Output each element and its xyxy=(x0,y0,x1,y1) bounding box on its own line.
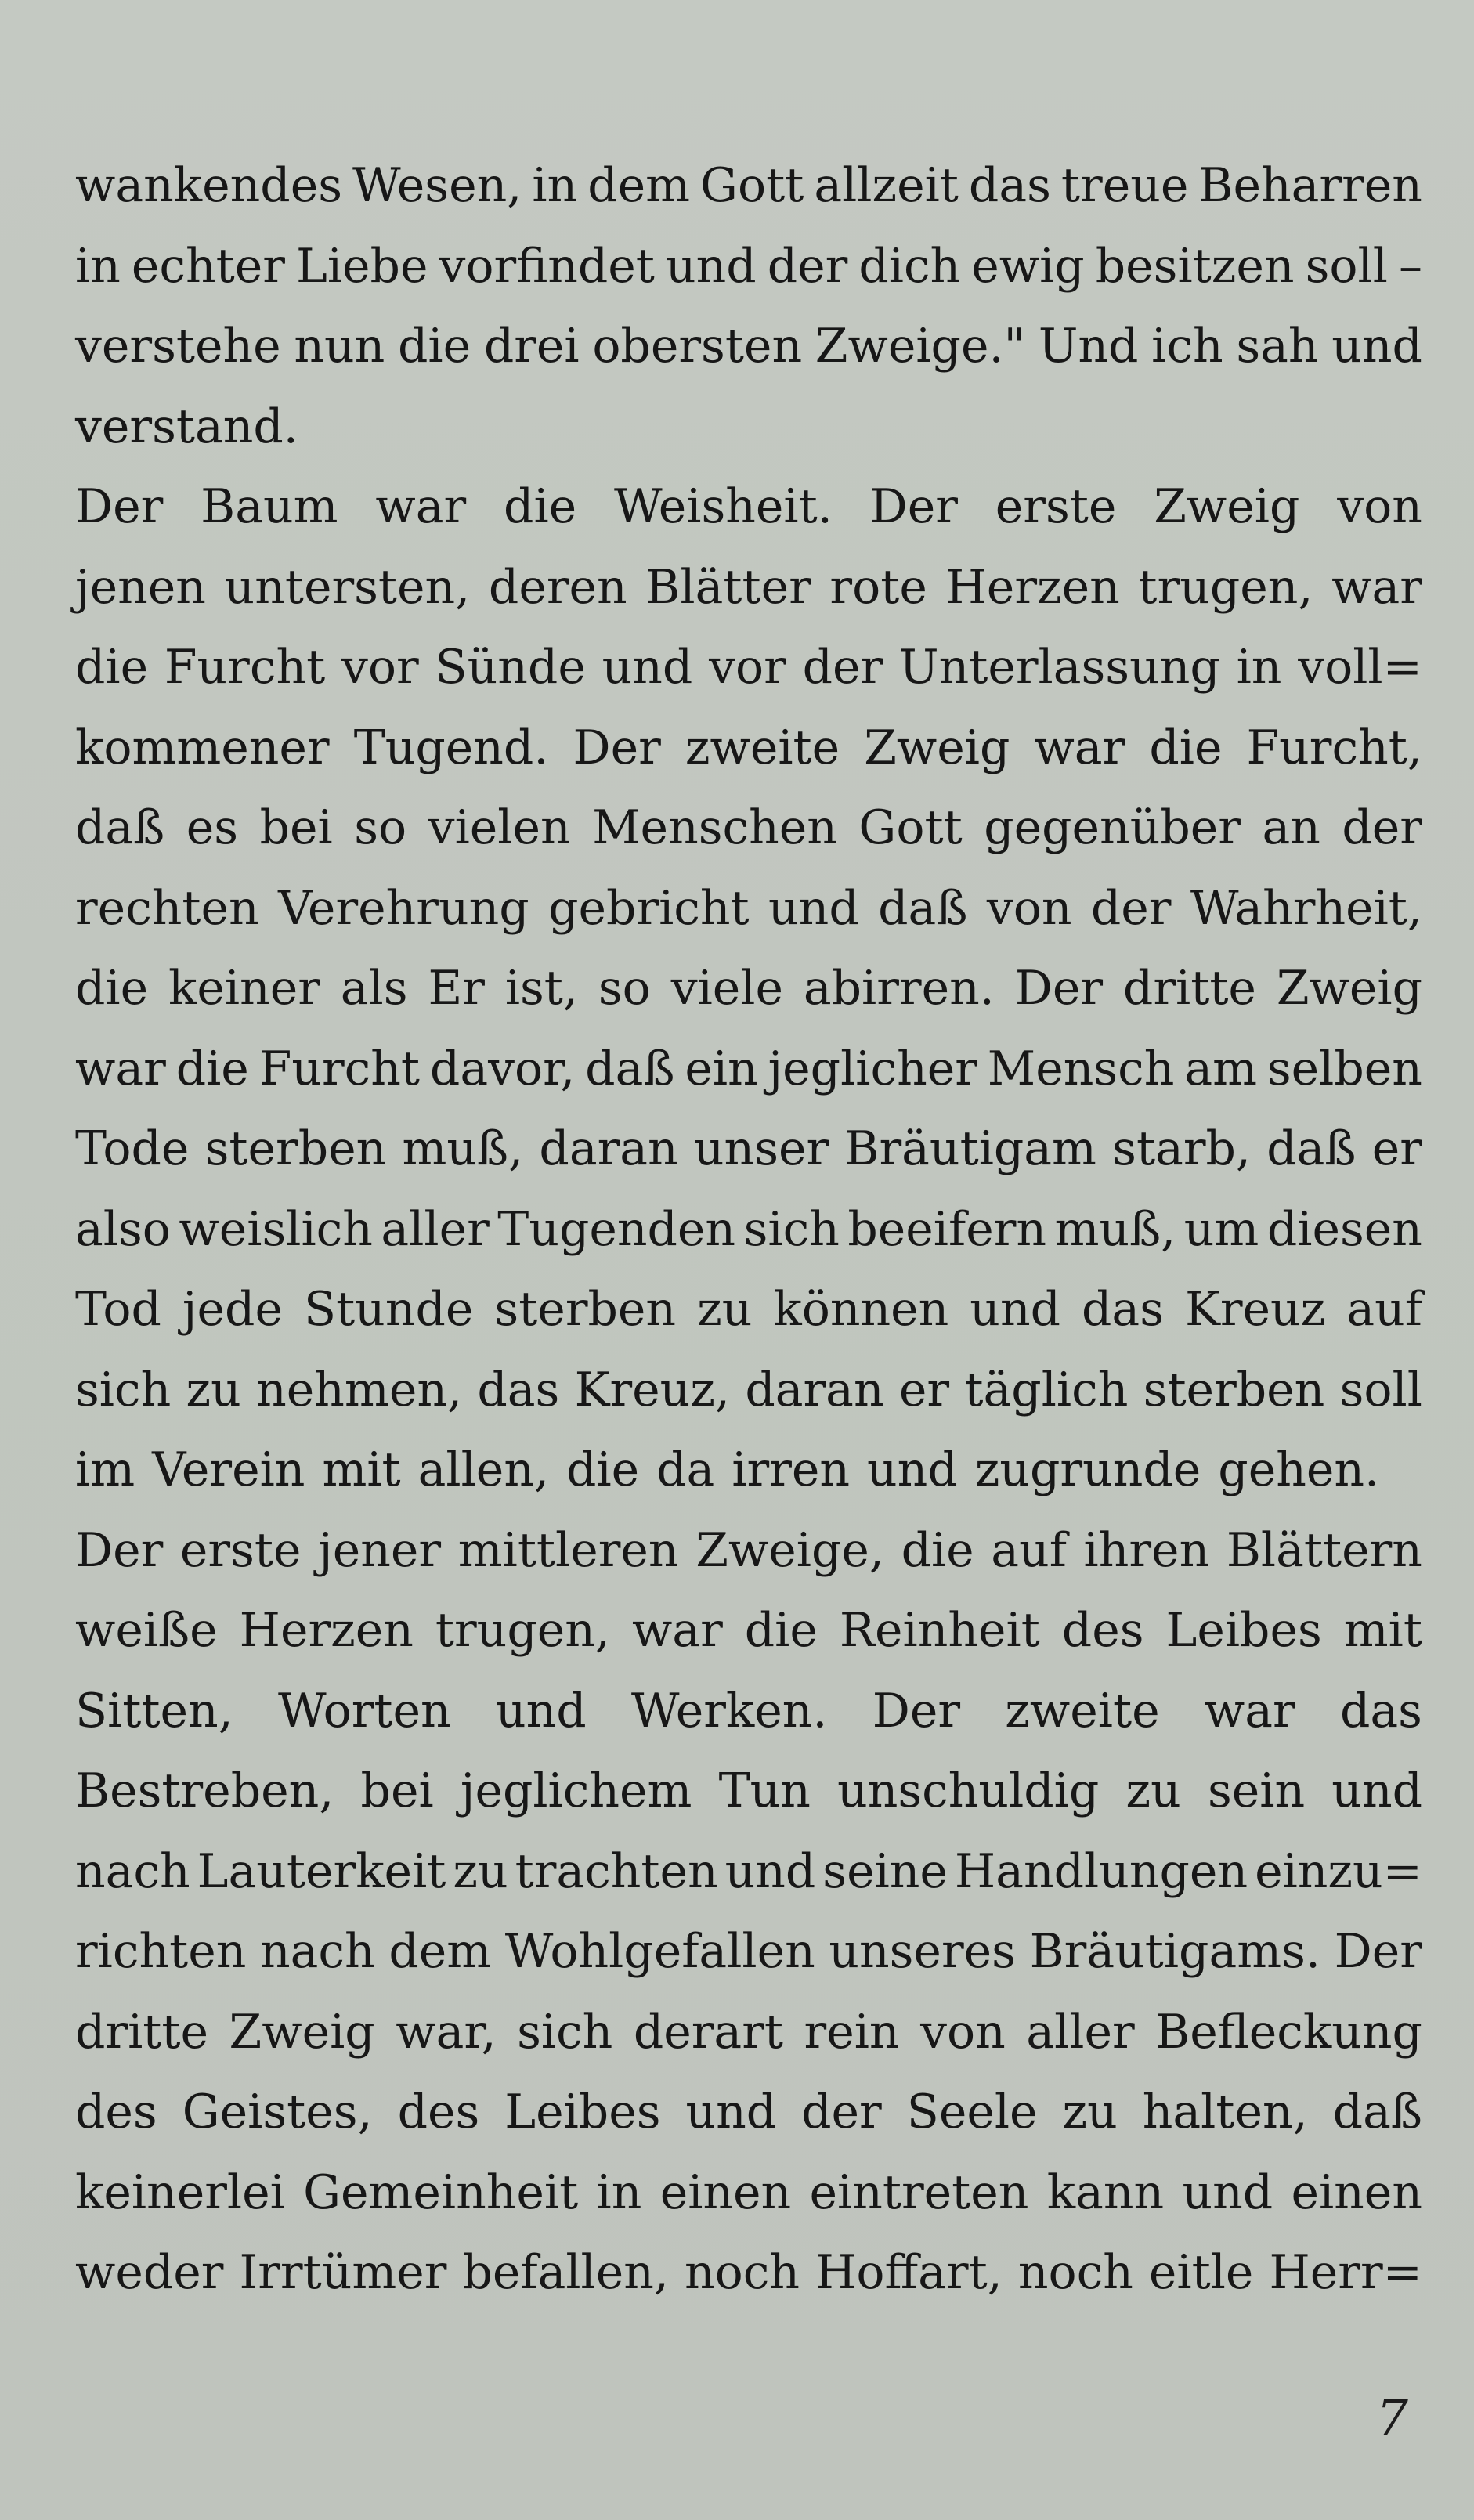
word: Herr= xyxy=(1269,2245,1422,2300)
text-line xyxy=(75,2072,1422,2153)
word: vorfindet xyxy=(439,238,655,294)
word: dem xyxy=(587,158,691,213)
word: jenen xyxy=(75,559,206,615)
word: zu xyxy=(453,1843,508,1899)
word: war xyxy=(1034,720,1125,775)
word: Leibes xyxy=(1165,1603,1322,1658)
text-line xyxy=(75,467,1422,547)
word: in xyxy=(596,2164,642,2220)
word: der xyxy=(1342,800,1422,855)
word: ich xyxy=(1151,319,1223,374)
word: halten, xyxy=(1142,2085,1308,2139)
text-line xyxy=(75,1190,1422,1270)
word: soll xyxy=(1305,238,1388,294)
word: Zweige, xyxy=(695,1522,884,1578)
word: Der xyxy=(1014,961,1104,1016)
word: untersten, xyxy=(224,559,471,615)
word: voll= xyxy=(1298,640,1422,695)
word: starb, xyxy=(1112,1121,1252,1176)
word: so xyxy=(598,961,651,1016)
word: so xyxy=(354,800,407,855)
word: daß xyxy=(878,880,968,936)
word: allzeit xyxy=(814,158,959,213)
word: und xyxy=(1182,2164,1273,2220)
word: treue xyxy=(1060,158,1189,213)
word: Leibes xyxy=(504,2085,661,2139)
word: beeifern xyxy=(847,1201,1047,1257)
word: und xyxy=(970,1282,1060,1337)
word: irren xyxy=(732,1442,851,1497)
word: jede xyxy=(182,1282,283,1337)
word: soll xyxy=(1339,1362,1422,1417)
page-number: 7 xyxy=(1376,2390,1408,2448)
word: Kreuz, xyxy=(574,1362,730,1417)
word: noch xyxy=(1017,2245,1133,2300)
word: Tugenden xyxy=(497,1201,736,1257)
text-line xyxy=(75,1511,1422,1591)
word: im xyxy=(75,1442,135,1497)
word: zu xyxy=(1062,2085,1118,2139)
word: rechten xyxy=(75,880,259,936)
text-line xyxy=(75,306,1422,387)
word: kommener xyxy=(75,720,330,775)
word: daran xyxy=(539,1121,678,1176)
word: Kreuz xyxy=(1185,1282,1326,1337)
word: jener xyxy=(318,1522,442,1578)
text-line xyxy=(75,1912,1422,1992)
text-line xyxy=(75,547,1422,628)
word: eitle xyxy=(1148,2245,1254,2300)
word: Blätter xyxy=(645,559,811,615)
word: er xyxy=(1371,1121,1422,1176)
word: Tode xyxy=(75,1121,190,1176)
text-line xyxy=(75,226,1422,307)
word: Herzen xyxy=(239,1603,414,1658)
word: Sünde xyxy=(435,640,586,695)
word: Menschen xyxy=(592,800,837,855)
text-line xyxy=(75,2233,1422,2313)
word: es xyxy=(186,800,239,855)
word: dritte xyxy=(75,2004,209,2060)
text-line xyxy=(75,788,1422,868)
word: Liebe xyxy=(296,238,428,294)
word: obersten xyxy=(592,319,803,374)
word: auf xyxy=(1346,1282,1422,1337)
word: der xyxy=(801,2085,882,2139)
word: abirren. xyxy=(803,961,995,1016)
word: unser xyxy=(693,1121,829,1176)
word: Reinheit xyxy=(839,1603,1040,1658)
word: der xyxy=(767,238,848,294)
word: Seele xyxy=(906,2085,1038,2139)
word: nehmen, xyxy=(256,1362,463,1417)
word: des xyxy=(397,2085,480,2139)
word: Gott xyxy=(858,800,963,855)
word: können xyxy=(773,1282,949,1337)
word: und xyxy=(768,880,859,936)
word: bei xyxy=(259,800,333,855)
text-line xyxy=(75,1671,1422,1752)
word: Worten xyxy=(278,1683,451,1738)
word: Der xyxy=(869,479,958,534)
text-line xyxy=(75,948,1422,1029)
text-line xyxy=(75,2153,1422,2233)
word: bei xyxy=(360,1764,434,1818)
word: sterben xyxy=(1143,1362,1325,1417)
word: Tugend. xyxy=(353,720,549,775)
word: und xyxy=(495,1683,587,1738)
word: daß xyxy=(585,1041,675,1096)
word: zu xyxy=(697,1282,753,1337)
word: Lauterkeit xyxy=(197,1843,446,1899)
word: nach xyxy=(75,1843,190,1899)
word: trugen, xyxy=(1138,559,1313,615)
text-line xyxy=(75,1029,1422,1110)
word: trachten xyxy=(515,1843,718,1899)
word: dritte xyxy=(1122,961,1256,1016)
word: sich xyxy=(517,2004,613,2060)
word: Wesen, xyxy=(352,158,522,213)
word: weislich xyxy=(179,1201,373,1257)
word: und xyxy=(665,238,757,294)
word: Verein xyxy=(152,1442,305,1497)
word: vor xyxy=(709,640,786,695)
text-line xyxy=(75,1832,1422,1912)
word: er xyxy=(898,1362,950,1417)
word: besitzen xyxy=(1095,238,1295,294)
word: und xyxy=(1331,319,1422,374)
word: – xyxy=(1398,238,1422,294)
word: die xyxy=(75,640,149,695)
word: die xyxy=(398,319,471,374)
word: gehen. xyxy=(1218,1442,1380,1497)
word: Furcht xyxy=(258,1041,421,1096)
word: noch xyxy=(685,2245,800,2300)
word: an xyxy=(1262,800,1320,855)
word: Furcht, xyxy=(1246,720,1422,775)
word: und xyxy=(867,1442,958,1497)
word: keinerlei xyxy=(75,2164,285,2220)
word: trugen, xyxy=(435,1603,610,1658)
word: war xyxy=(375,479,467,534)
word: allen, xyxy=(417,1442,550,1497)
word: und xyxy=(602,640,693,695)
word: die xyxy=(744,1603,818,1658)
word: des xyxy=(1061,1603,1144,1658)
word: einzu= xyxy=(1255,1843,1422,1899)
word: richten xyxy=(75,1924,247,1979)
word: täglich xyxy=(964,1362,1129,1417)
word: zweite xyxy=(1005,1683,1160,1738)
word: rote xyxy=(829,559,927,615)
word: mit xyxy=(1343,1603,1422,1658)
word: einen xyxy=(659,2164,792,2220)
word: derart xyxy=(633,2004,783,2060)
word: also xyxy=(75,1201,171,1257)
word: Blättern xyxy=(1226,1522,1422,1578)
word: verstand. xyxy=(75,399,298,454)
word: drei xyxy=(483,319,580,374)
word: weder xyxy=(75,2245,224,2300)
word: von xyxy=(1337,479,1422,534)
text-line xyxy=(75,1350,1422,1431)
word: Gott xyxy=(700,158,804,213)
word: befallen, xyxy=(462,2245,669,2300)
word: Tod xyxy=(75,1282,161,1337)
word: die xyxy=(75,961,149,1016)
word: Mensch xyxy=(987,1041,1175,1096)
word: nun xyxy=(294,319,385,374)
word: daß xyxy=(1266,1121,1357,1176)
word: weiße xyxy=(75,1603,218,1658)
text-line xyxy=(75,1109,1422,1190)
word: echter xyxy=(131,238,285,294)
word: Bräutigam xyxy=(844,1121,1096,1176)
word: Beharren xyxy=(1198,158,1422,213)
word: rein xyxy=(804,2004,900,2060)
word: gegenüber xyxy=(984,800,1241,855)
word: und xyxy=(1331,1764,1422,1818)
word: des xyxy=(75,2085,157,2139)
word: in xyxy=(75,238,121,294)
word: vielen xyxy=(428,800,571,855)
word: viele xyxy=(670,961,783,1016)
word: sah xyxy=(1236,319,1319,374)
word: aller xyxy=(381,1201,490,1257)
word: Handlungen xyxy=(954,1843,1248,1899)
word: der xyxy=(1090,880,1172,936)
word: die xyxy=(566,1442,640,1497)
word: Zweig xyxy=(864,720,1010,775)
word: Befleckung xyxy=(1155,2004,1422,2060)
word: Der xyxy=(75,479,164,534)
text-line xyxy=(75,1590,1422,1671)
word: Weisheit. xyxy=(614,479,833,534)
word: Verehrung xyxy=(278,880,529,936)
word: sein xyxy=(1207,1764,1306,1818)
text-line xyxy=(75,627,1422,708)
word: die xyxy=(901,1522,974,1578)
word: erste xyxy=(995,479,1117,534)
word: diesen xyxy=(1266,1201,1422,1257)
word: wankendes xyxy=(75,158,342,213)
word: Tun xyxy=(718,1764,811,1818)
word: deren xyxy=(488,559,627,615)
word: Unterlassung xyxy=(899,640,1220,695)
text-line xyxy=(75,1751,1422,1832)
word: Irrtümer xyxy=(239,2245,447,2300)
word: gebricht xyxy=(548,880,750,936)
word: sterben xyxy=(204,1121,387,1176)
word: Er xyxy=(428,961,485,1016)
word: Herzen xyxy=(945,559,1120,615)
word: muß, xyxy=(1054,1201,1176,1257)
word: ewig xyxy=(971,238,1085,294)
word: sich xyxy=(743,1201,840,1257)
word: Bräutigams. xyxy=(1029,1924,1320,1979)
word: die xyxy=(1149,720,1223,775)
word: daß xyxy=(1332,2085,1422,2139)
word: mit xyxy=(322,1442,401,1497)
text-line xyxy=(75,1992,1422,2073)
word: Stunde xyxy=(303,1282,474,1337)
word: sterben xyxy=(494,1282,677,1337)
word: mittleren xyxy=(457,1522,679,1578)
word: Baum xyxy=(201,479,338,534)
word: daran xyxy=(745,1362,884,1417)
word: unschuldig xyxy=(837,1764,1100,1818)
word: zweite xyxy=(685,720,840,775)
text-line xyxy=(75,146,1422,226)
word: als xyxy=(340,961,408,1016)
word: Der xyxy=(1334,1924,1422,1979)
word: keiner xyxy=(168,961,320,1016)
word: und xyxy=(685,2085,777,2139)
word: da xyxy=(656,1442,715,1497)
body-text xyxy=(75,146,1422,2313)
word: Werken. xyxy=(630,1683,828,1738)
word: war xyxy=(75,1041,166,1096)
word: Und xyxy=(1038,319,1139,374)
word: Der xyxy=(872,1683,961,1738)
word: unseres xyxy=(829,1924,1016,1979)
word: Zweige." xyxy=(815,319,1026,374)
word: daß xyxy=(75,800,165,855)
word: verstehe xyxy=(75,319,281,374)
word: in xyxy=(532,158,578,213)
word: und xyxy=(724,1843,816,1899)
word: von xyxy=(920,2004,1006,2060)
text-line xyxy=(75,387,1422,468)
word: ein xyxy=(685,1041,758,1096)
word: von xyxy=(986,880,1072,936)
word: muß, xyxy=(402,1121,524,1176)
word: war xyxy=(1204,1683,1295,1738)
word: am xyxy=(1184,1041,1257,1096)
word: seine xyxy=(822,1843,948,1899)
word: dich xyxy=(858,238,961,294)
word: selben xyxy=(1266,1041,1422,1096)
word: kann xyxy=(1046,2164,1165,2220)
word: Gemeinheit xyxy=(303,2164,579,2220)
word: das xyxy=(477,1362,560,1417)
word: Geistes, xyxy=(182,2085,373,2139)
word: jeglicher xyxy=(768,1041,977,1096)
word: Wahrheit, xyxy=(1190,880,1422,936)
word: die xyxy=(175,1041,249,1096)
word: jeglichem xyxy=(460,1764,692,1818)
word: aller xyxy=(1026,2004,1135,2060)
text-line xyxy=(75,1430,1422,1511)
word: Zweig xyxy=(1154,479,1300,534)
word: der xyxy=(802,640,883,695)
word: Sitten, xyxy=(75,1683,233,1738)
word: einen xyxy=(1291,2164,1422,2220)
word: ist, xyxy=(504,961,578,1016)
word: Der xyxy=(75,1522,164,1578)
word: war, xyxy=(396,2004,497,2060)
text-line xyxy=(75,708,1422,789)
word: nach xyxy=(260,1924,375,1979)
word: um xyxy=(1183,1201,1259,1257)
word: die xyxy=(504,479,577,534)
word: Furcht xyxy=(164,640,326,695)
word: zu xyxy=(1125,1764,1181,1818)
word: sich xyxy=(75,1362,172,1417)
word: das xyxy=(1339,1683,1422,1738)
text-line xyxy=(75,868,1422,949)
text-line xyxy=(75,1269,1422,1350)
word: Zweig xyxy=(1276,961,1422,1016)
word: ihren xyxy=(1083,1522,1210,1578)
word: in xyxy=(1236,640,1282,695)
word: das xyxy=(1082,1282,1164,1337)
word: das xyxy=(968,158,1051,213)
word: davor, xyxy=(429,1041,576,1096)
word: zugrunde xyxy=(974,1442,1201,1497)
word: erste xyxy=(179,1522,302,1578)
word: vor xyxy=(341,640,419,695)
word: eintreten xyxy=(809,2164,1029,2220)
word: auf xyxy=(991,1522,1067,1578)
word: dem xyxy=(388,1924,492,1979)
word: Der xyxy=(573,720,661,775)
word: Hoffart, xyxy=(815,2245,1003,2300)
word: Wohlgefallen xyxy=(504,1924,815,1979)
word: Zweig xyxy=(229,2004,375,2060)
word: Bestreben, xyxy=(75,1764,334,1818)
word: war xyxy=(1331,559,1422,615)
word: zu xyxy=(186,1362,241,1417)
word: war xyxy=(631,1603,723,1658)
